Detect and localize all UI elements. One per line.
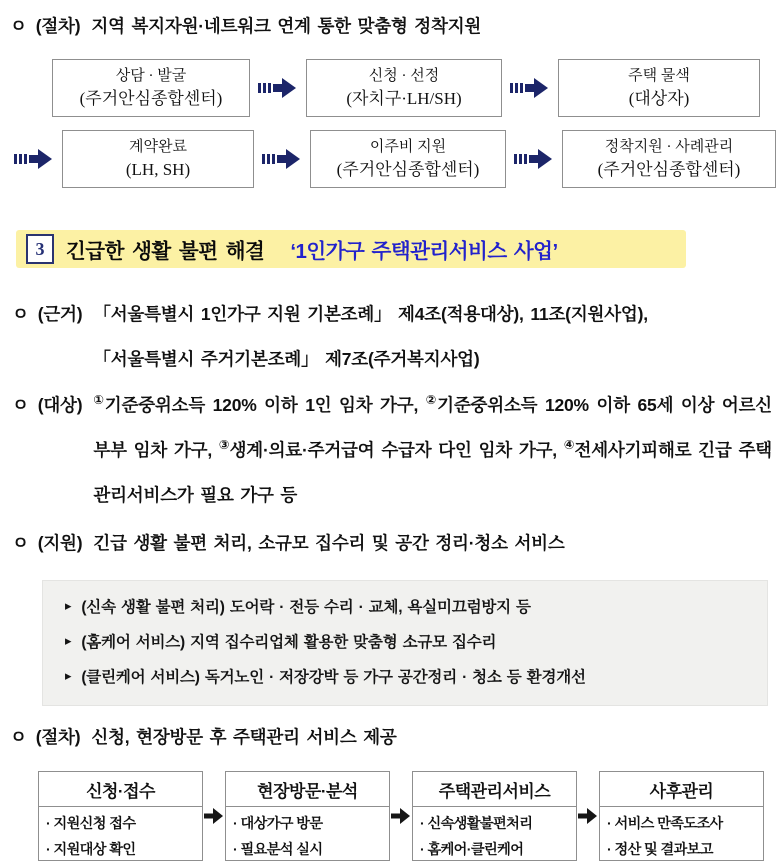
flow-row-1 xyxy=(52,59,780,117)
detail-item xyxy=(65,661,753,696)
detail-item xyxy=(65,591,753,626)
process-box-title: 주택관리서비스 xyxy=(413,772,576,807)
process-box-followup xyxy=(599,771,764,861)
circled-number-3: ③ xyxy=(218,438,230,453)
black-arrow-icon xyxy=(390,806,412,826)
basis-text xyxy=(93,292,772,381)
target-segment-4: 전세사기피해로 긴급 주택관리서비스가 필요 가구 등 xyxy=(93,439,772,505)
flow-box-settlement-care xyxy=(562,130,776,188)
dot-bullet: · xyxy=(46,816,51,833)
process-box-apply xyxy=(38,771,203,861)
triangle-bullet-icon: ▸ xyxy=(65,632,72,648)
black-arrow-icon xyxy=(577,806,599,826)
process-item xyxy=(46,838,198,864)
black-arrow-icon xyxy=(203,806,225,826)
target-text xyxy=(93,383,772,517)
intro-procedure-line xyxy=(0,0,780,38)
process-item-text: 지원신청 접수 xyxy=(53,816,136,833)
detail-item-text: (신속 생활 불편 처리) 도어락 · 전등 수리 · 교체, 욕실미끄럼방지 등 xyxy=(81,598,531,616)
procedure-paragraph xyxy=(10,724,772,749)
flow-box-title: 상담 · 발굴 xyxy=(115,68,187,85)
flow-box-subtitle: (주거안심종합센터) xyxy=(597,159,741,179)
detail-item-text: (홈케어 서비스) 지역 집수리업체 활용한 맞춤형 소규모 집수리 xyxy=(81,633,497,651)
process-item xyxy=(420,838,572,864)
flow-box-title: 이주비 지원 xyxy=(369,139,447,156)
process-box-visit xyxy=(225,771,390,861)
flow-arrow-icon xyxy=(8,147,60,171)
section-number-badge: 3 xyxy=(26,234,54,264)
settlement-flow-diagram xyxy=(0,59,780,188)
service-detail-panel xyxy=(42,580,768,707)
target-segment-1: 기준중위소득 120% 이하 1인 임차 가구, xyxy=(104,395,426,416)
flow-box-subtitle: (주거안심종합센터) xyxy=(79,88,223,108)
process-item-text: 신속생활불편처리 xyxy=(427,816,533,833)
service-process-diagram xyxy=(38,771,780,861)
basis-paragraph xyxy=(12,292,772,381)
flow-box-title: 신청 · 선정 xyxy=(368,68,440,85)
process-item-text: 홈케어·클린케어 xyxy=(427,842,524,859)
process-box-items xyxy=(413,807,576,864)
process-item xyxy=(420,812,572,838)
flow-box-subtitle: (주거안심종합센터) xyxy=(336,159,480,179)
flow-box-title: 정착지원 · 사례관리 xyxy=(604,139,734,156)
process-box-items xyxy=(226,807,389,864)
section-header-band xyxy=(16,230,686,268)
target-segment-3: 생계·의료·주거급여 수급자 다인 임차 가구, xyxy=(229,439,564,460)
process-box-title: 신청·접수 xyxy=(39,772,202,807)
target-segment-2: 기준중위소득 120% 이하 65세 이상 어르신 부부 임차 가구, xyxy=(93,395,773,460)
dot-bullet: · xyxy=(607,816,612,833)
process-box-items xyxy=(39,807,202,864)
process-box-items xyxy=(600,807,763,864)
section-title-highlight: ‘1인가구 주택관리서비스 사업’ xyxy=(290,240,558,263)
dot-bullet: · xyxy=(233,842,238,859)
flow-arrow-icon xyxy=(502,76,558,100)
procedure-label: (절차) xyxy=(35,727,81,748)
flow-row-2 xyxy=(8,130,780,188)
process-box-title: 현장방문·분석 xyxy=(226,772,389,807)
detail-item xyxy=(65,626,753,661)
circled-number-4: ④ xyxy=(563,438,575,453)
process-item xyxy=(233,838,385,864)
process-item-text: 서비스 만족도조사 xyxy=(614,816,723,833)
section-title: 긴급한 생활 불편 해결 xyxy=(66,240,265,263)
dot-bullet: · xyxy=(420,816,425,833)
flow-box-contract xyxy=(62,130,254,188)
flow-box-consult xyxy=(52,59,250,117)
process-item-text: 정산 및 결과보고 xyxy=(614,842,713,859)
flow-box-title: 주택 물색 xyxy=(628,68,690,85)
support-label: (지원) xyxy=(37,533,83,554)
process-item-text: 대상가구 방문 xyxy=(240,816,323,833)
target-paragraph xyxy=(12,383,772,517)
dot-bullet: · xyxy=(420,842,425,859)
intro-text: 지역 복지자원·네트워크 연계 통한 맞춤형 정착지원 xyxy=(91,16,482,36)
process-item xyxy=(46,812,198,838)
circle-bullet: ㅇ xyxy=(10,727,27,748)
flow-box-search-house xyxy=(558,59,760,117)
triangle-bullet-icon: ▸ xyxy=(65,667,72,683)
flow-arrow-icon xyxy=(250,76,306,100)
circled-number-1: ① xyxy=(93,393,105,408)
flow-arrow-icon xyxy=(254,147,310,171)
process-item-text: 지원대상 확인 xyxy=(53,842,136,859)
flow-box-apply xyxy=(306,59,502,117)
flow-arrow-icon xyxy=(506,147,562,171)
procedure-text: 신청, 현장방문 후 주택관리 서비스 제공 xyxy=(91,727,397,748)
target-label: (대상) xyxy=(37,395,83,416)
detail-item-text: (클린케어 서비스) 독거노인 · 저장강박 등 가구 공간정리 · 청소 등 환경개선 xyxy=(81,668,586,686)
flow-box-title: 계약완료 xyxy=(129,139,187,156)
dot-bullet: · xyxy=(607,842,612,859)
process-item-text: 필요분석 실시 xyxy=(240,842,323,859)
flow-box-subtitle: (대상자) xyxy=(628,88,690,108)
dot-bullet: · xyxy=(46,842,51,859)
circle-bullet: ㅇ xyxy=(12,395,29,416)
process-item xyxy=(607,812,759,838)
process-item xyxy=(607,838,759,864)
triangle-bullet-icon: ▸ xyxy=(65,597,72,613)
circled-number-2: ② xyxy=(425,393,438,408)
circle-bullet: ㅇ xyxy=(12,533,29,554)
flow-box-moving-cost xyxy=(310,130,506,188)
basis-line-1: 「서울특별시 1인가구 지원 기본조례」 제4조(적용대상), 11조(지원사업), xyxy=(93,304,648,324)
dot-bullet: · xyxy=(233,816,238,833)
process-item xyxy=(233,812,385,838)
basis-line-2: 「서울특별시 주거기본조례」 제7조(주거복지사업) xyxy=(93,348,480,369)
flow-box-subtitle: (LH, SH) xyxy=(125,159,191,179)
basis-label: (근거) xyxy=(37,304,83,324)
process-box-service xyxy=(412,771,577,861)
flow-box-subtitle: (자치구·LH/SH) xyxy=(346,88,462,108)
circle-bullet: ㅇ xyxy=(12,304,29,324)
support-text: 긴급 생활 불편 처리, 소규모 집수리 및 공간 정리·청소 서비스 xyxy=(93,533,565,554)
process-box-title: 사후관리 xyxy=(600,772,763,807)
support-paragraph xyxy=(12,521,772,566)
circle-bullet: ㅇ xyxy=(10,16,27,36)
intro-label: (절차) xyxy=(35,16,81,36)
